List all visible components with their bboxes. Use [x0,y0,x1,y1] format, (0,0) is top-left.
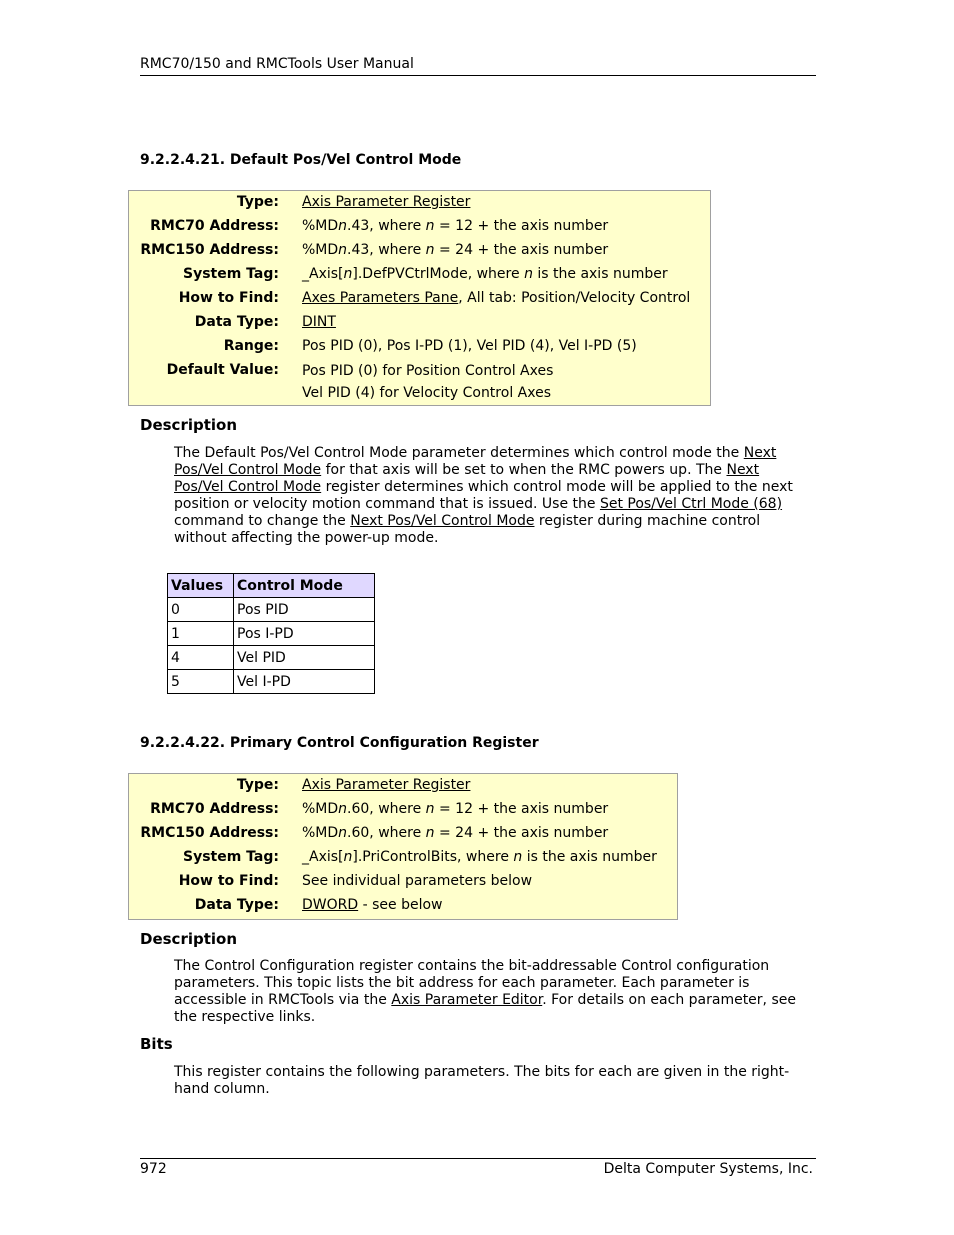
bits-paragraph: This register contains the following parameters. The bits for each are given in the right-hand column. [174,1064,790,1097]
parameter-value [302,823,608,843]
table-cell: 1 [168,622,234,646]
parameter-value [302,847,657,867]
reference-link[interactable]: Axis Parameter Register [302,777,471,793]
parameter-row [129,240,710,264]
table-row [168,622,375,646]
text-run: .60, where [347,801,426,817]
parameter-value [302,871,532,891]
parameter-row [129,336,710,360]
table-cell: Pos I-PD [234,622,375,646]
table-cell: Vel I-PD [234,670,375,694]
text-run: n [338,825,348,841]
text-run: n [425,218,435,234]
parameter-value [302,799,608,819]
text-run: The Control Configuration register contains the bit-addressable Control configuration parameters. This topic lists the bit address for each parameter. Each parameter is accessible in RMCTools via the [174,958,770,1008]
text-run: n [338,242,348,258]
text-run: . For details on each parameter, see the respective links. [174,992,796,1025]
parameter-row [129,823,677,847]
text-run: is the axis number [522,849,657,865]
reference-link[interactable]: Set Pos/Vel Ctrl Mode (68) [599,496,783,512]
text-run: The Default Pos/Vel Control Mode parameter determines which control mode the [174,445,744,461]
parameter-label: Range: [223,338,279,354]
column-header: Control Mode [234,574,375,598]
text-run: n [338,218,348,234]
text-run: - see below [358,897,443,913]
parameter-row [129,799,677,823]
table-row [168,670,375,694]
parameter-box [128,773,678,920]
reference-link[interactable]: Axes Parameters Pane [302,290,459,306]
table-cell: Vel PID [234,646,375,670]
table-row [168,646,375,670]
text-run: n [425,242,435,258]
running-header: RMC70/150 and RMCTools User Manual [140,56,414,72]
parameter-value-line2: Vel PID (4) for Velocity Control Axes [302,385,551,401]
text-run: Pos PID (0), Pos I-PD (1), Vel PID (4), Vel I-PD (5) [302,338,637,354]
text-run: %MD [302,218,339,234]
bits-heading: Bits [140,1035,173,1053]
parameter-label: Type: [236,194,279,210]
parameter-row [129,192,710,216]
text-run: n [343,266,353,282]
text-run: See individual parameters below [302,873,533,889]
parameter-value [302,336,637,356]
parameter-row [129,895,677,919]
parameter-value [302,360,553,404]
parameter-value [302,192,470,212]
header-rule [140,75,816,76]
parameter-row [129,288,710,312]
text-run: _Axis[ [302,849,344,865]
section-title: 9.2.2.4.22. Primary Control Configuration Register [140,735,539,751]
text-run: register determines which control mode will be applied to the next position or velocity motion command that is issued. Use the [174,479,793,512]
reference-link[interactable]: DINT [302,314,336,330]
parameter-label: RMC150 Address: [140,825,279,841]
table-row [168,598,375,622]
parameter-label: RMC70 Address: [150,801,279,817]
text-run: %MD [302,242,339,258]
text-run: is the axis number [532,266,668,282]
parameter-value [302,216,608,236]
parameter-label: System Tag: [182,266,279,282]
text-run: , All tab: Position/Velocity Control [458,290,691,306]
text-run: .60, where [347,825,426,841]
text-run: n [513,849,523,865]
footer-rule [140,1158,816,1159]
text-run: = 12 + the axis number [434,218,609,234]
parameter-label: Data Type: [194,897,279,913]
parameter-row [129,264,710,288]
company-name: Delta Computer Systems, Inc. [603,1161,813,1177]
text-run: = 24 + the axis number [434,825,609,841]
parameter-value [302,288,690,308]
parameter-value [302,895,442,915]
text-run: n [425,825,435,841]
reference-link[interactable]: Next Pos/Vel Control Mode [174,462,760,495]
parameter-row [129,360,710,401]
text-run: _Axis[ [302,266,344,282]
parameter-label: How to Find: [178,290,279,306]
reference-link[interactable]: Axis Parameter Editor [391,992,543,1008]
parameter-row [129,847,677,871]
text-run: ].DefPVCtrlMode, where [352,266,525,282]
text-run: = 24 + the axis number [434,242,609,258]
text-run: n [343,849,353,865]
parameter-label: Default Value: [166,362,279,378]
text-run: n [338,801,348,817]
table-header-row [168,574,375,598]
parameter-value [302,240,608,260]
text-run: register during machine control without affecting the power-up mode. [174,513,761,546]
parameter-row [129,871,677,895]
page-number: 972 [140,1161,167,1177]
parameter-label: System Tag: [182,849,279,865]
reference-link[interactable]: DWORD [302,897,359,913]
description-heading: Description [140,930,238,948]
column-header: Values [168,574,234,598]
text-run: ].PriControlBits, where [352,849,514,865]
text-run: .43, where [347,218,426,234]
reference-link[interactable]: Axis Parameter Register [302,194,471,210]
section-title: 9.2.2.4.21. Default Pos/Vel Control Mode [140,152,462,168]
text-run: n [524,266,533,282]
parameter-label: Data Type: [194,314,279,330]
table-cell: Pos PID [234,598,375,622]
parameter-label: Type: [236,777,279,793]
text-run: Pos PID (0) for Position Control Axes [302,363,554,379]
parameter-row [129,312,710,336]
parameter-label: How to Find: [178,873,279,889]
text-run: .43, where [347,242,426,258]
control-mode-table [167,573,375,694]
text-run: command to change the [174,513,351,529]
parameter-label: RMC150 Address: [140,242,279,258]
text-run: %MD [302,825,339,841]
parameter-value [302,775,470,795]
description-heading: Description [140,416,238,434]
text-run: = 12 + the axis number [434,801,609,817]
parameter-row [129,775,677,799]
parameter-box [128,190,711,406]
reference-link[interactable]: Next Pos/Vel Control Mode [174,445,777,478]
table-cell: 4 [168,646,234,670]
text-run: %MD [302,801,339,817]
table-cell: 5 [168,670,234,694]
reference-link[interactable]: Next Pos/Vel Control Mode [350,513,535,529]
text-run: for that axis will be set to when the RMC powers up. The [321,462,727,478]
parameter-row [129,216,710,240]
table-cell: 0 [168,598,234,622]
description-paragraph [174,958,806,1026]
parameter-value [302,264,668,284]
text-run: n [425,801,435,817]
description-paragraph [174,445,806,547]
parameter-label: RMC70 Address: [150,218,279,234]
parameter-value [302,312,336,332]
